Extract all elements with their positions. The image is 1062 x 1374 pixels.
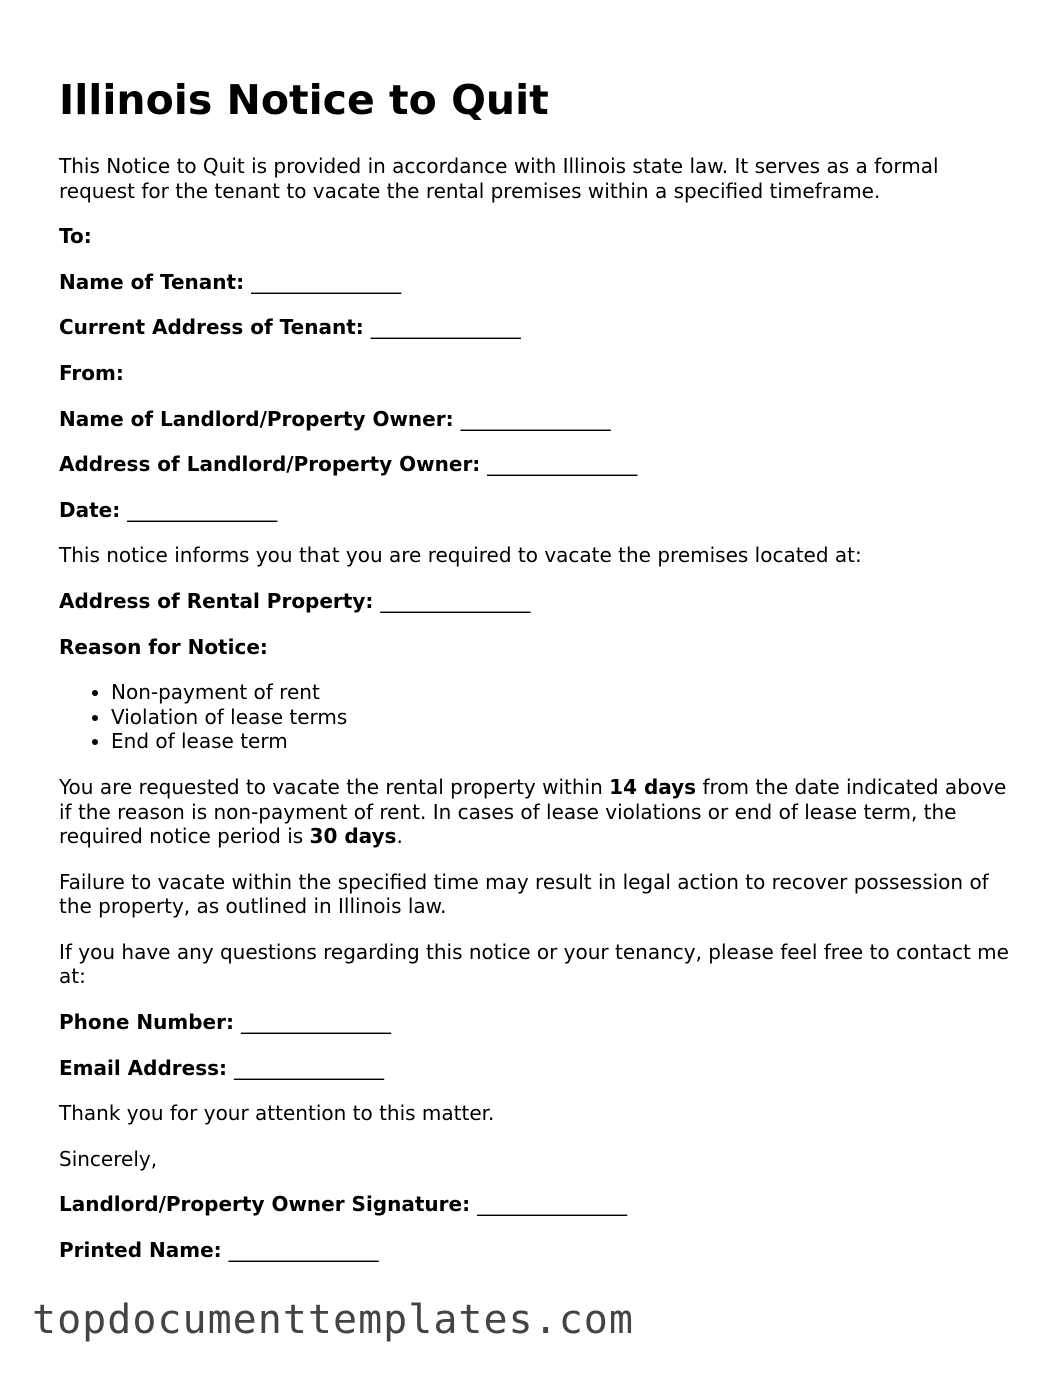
- tenant-name-field: [59, 270, 1009, 295]
- failure-paragraph: Failure to vacate within the specified time may result in legal action to recover possession of the property, as outlined in Illinois law.: [59, 869, 989, 919]
- reason-heading: Reason for Notice:: [59, 634, 268, 659]
- vacate-text-1: You are requested to vacate the rental property within: [59, 774, 610, 799]
- premises-paragraph: This notice informs you that you are required to vacate the premises located at:: [59, 543, 862, 568]
- thanks-paragraph: Thank you for your attention to this matter.: [59, 1101, 495, 1126]
- landlord-address-field: [59, 452, 1009, 477]
- email-label: Email Address:: [59, 1055, 228, 1080]
- questions-paragraph: If you have any questions regarding this notice or your tenancy, please feel free to contact me at:: [59, 939, 1009, 989]
- rental-address-blank: _______________: [380, 588, 531, 613]
- vacate-text-3: .: [396, 824, 403, 849]
- email-field: [59, 1056, 1009, 1081]
- printed-name-blank: _______________: [228, 1238, 379, 1263]
- date-field: [59, 498, 1009, 523]
- rental-address-field: [59, 589, 1009, 614]
- landlord-name-field: [59, 407, 1009, 432]
- landlord-name-label: Name of Landlord/Property Owner:: [59, 406, 454, 431]
- tenant-name-label: Name of Tenant:: [59, 269, 245, 294]
- printed-name-label: Printed Name:: [59, 1238, 222, 1263]
- date-label: Date:: [59, 497, 121, 522]
- tenant-address-blank: _______________: [370, 315, 521, 340]
- phone-blank: _______________: [240, 1010, 391, 1035]
- tenant-name-blank: _______________: [251, 269, 402, 294]
- signature-field: [59, 1192, 1009, 1217]
- list-item: • End of lease term: [111, 729, 1009, 754]
- closing-text: Sincerely,: [59, 1146, 158, 1171]
- notice-days-14: 14 days: [609, 774, 697, 799]
- tenant-address-label: Current Address of Tenant:: [59, 315, 364, 340]
- list-item: • Violation of lease terms: [111, 705, 1009, 730]
- landlord-name-blank: _______________: [460, 406, 611, 431]
- landlord-address-label: Address of Landlord/Property Owner:: [59, 452, 481, 477]
- document-page: [59, 74, 1009, 1284]
- signature-label: Landlord/Property Owner Signature:: [59, 1192, 471, 1217]
- tenant-address-field: [59, 315, 1009, 340]
- printed-name-field: [59, 1238, 1009, 1263]
- page-title: Illinois Notice to Quit: [59, 76, 549, 124]
- landlord-address-blank: _______________: [487, 452, 638, 477]
- vacate-paragraph: [59, 775, 1009, 849]
- watermark-footer: topdocumenttemplates.com: [32, 1297, 634, 1343]
- intro-paragraph: This Notice to Quit is provided in accordance with Illinois state law. It serves as a formal request for the tenant to vacate the rental premises within a specified timeframe.: [59, 154, 939, 203]
- to-heading: To:: [59, 224, 92, 249]
- reason-list: [59, 680, 1009, 754]
- notice-days-30: 30 days: [309, 824, 397, 849]
- date-blank: _______________: [127, 497, 278, 522]
- vacate-text-2: from the date indicated above if the reason is non-payment of rent. In cases of lease violations or end of lease term, the required notice period is: [59, 774, 1007, 849]
- phone-field: [59, 1010, 1009, 1035]
- rental-address-label: Address of Rental Property:: [59, 588, 374, 613]
- from-heading: From:: [59, 360, 124, 385]
- phone-label: Phone Number:: [59, 1010, 234, 1035]
- list-item: • Non-payment of rent: [111, 680, 1009, 705]
- email-blank: _______________: [234, 1055, 384, 1080]
- signature-blank: _______________: [477, 1192, 628, 1217]
